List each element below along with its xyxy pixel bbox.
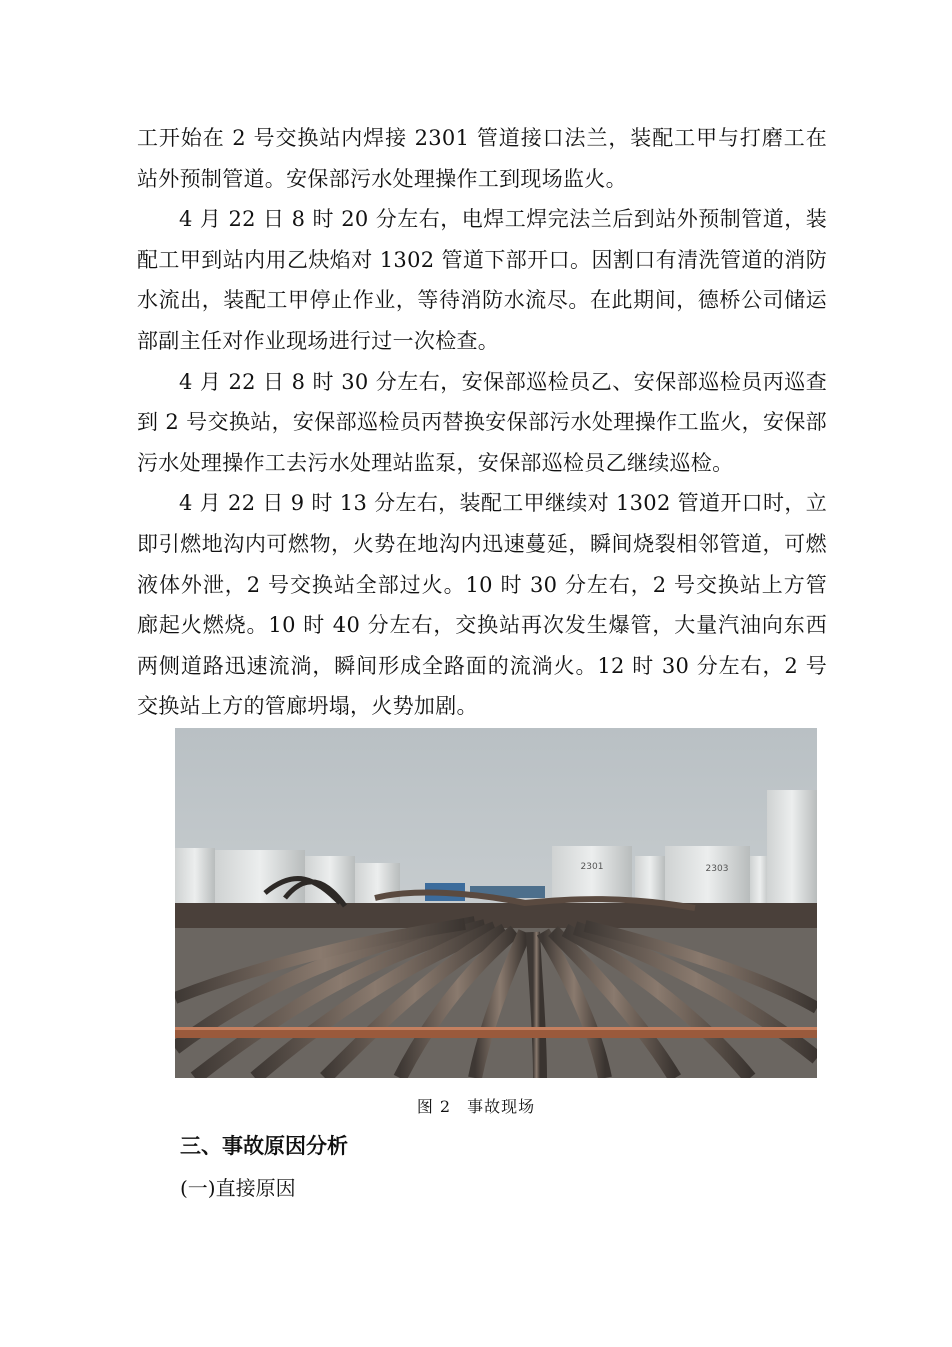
paragraph-0913: 4 月 22 日 9 时 13 分左右，装配工甲继续对 1302 管道开口时，立即引燃地沟内可燃物，火势在地沟内迅速蔓延，瞬间烧裂相邻管道，可燃液体外泄，2 号交换站全部过火。10 时 30 分左右，2 号交换站上方管廊起火燃烧。10 时 40 分左右，交换站再次发生爆管，大量汽油向东西两侧道路迅速流淌，瞬间形成全路面的流淌火。12 时 30 分左右，2 号交换站上方的管廊坍塌，火势加剧。: [137, 491, 827, 719]
paragraph-0820: 4 月 22 日 8 时 20 分左右，电焊工焊完法兰后到站外预制管道，装配工甲到站内用乙炔焰对 1302 管道下部开口。因割口有清洗管道的消防水流出，装配工甲停止作业，等待消防水流尽。在此期间，德桥公司储运部副主任对作业现场进行过一次检查。: [137, 207, 827, 353]
tank-label-2303: 2303: [705, 864, 729, 874]
subsection-heading: (一)直接原因: [180, 1176, 296, 1200]
body-text: [137, 118, 827, 727]
figure-title: 事故现场: [467, 1097, 536, 1116]
figure-number: 图 2: [416, 1097, 452, 1116]
section-heading: 三、事故原因分析: [180, 1134, 348, 1158]
paragraph-continuation: 工开始在 2 号交换站内焊接 2301 管道接口法兰，装配工甲与打磨工在站外预制管道。安保部污水处理操作工到现场监火。: [137, 126, 827, 191]
tank-label-2301: 2301: [580, 862, 604, 872]
figure-caption: [0, 1094, 952, 1117]
paragraph-0830: 4 月 22 日 8 时 30 分左右，安保部巡检员乙、安保部巡检员丙巡查到 2 号交换站，安保部巡检员丙替换安保部污水处理操作工监火，安保部污水处理操作工去污水处理站监泵，安保部巡检员乙继续巡检。: [137, 369, 827, 475]
accident-scene-photo: [175, 728, 817, 1078]
